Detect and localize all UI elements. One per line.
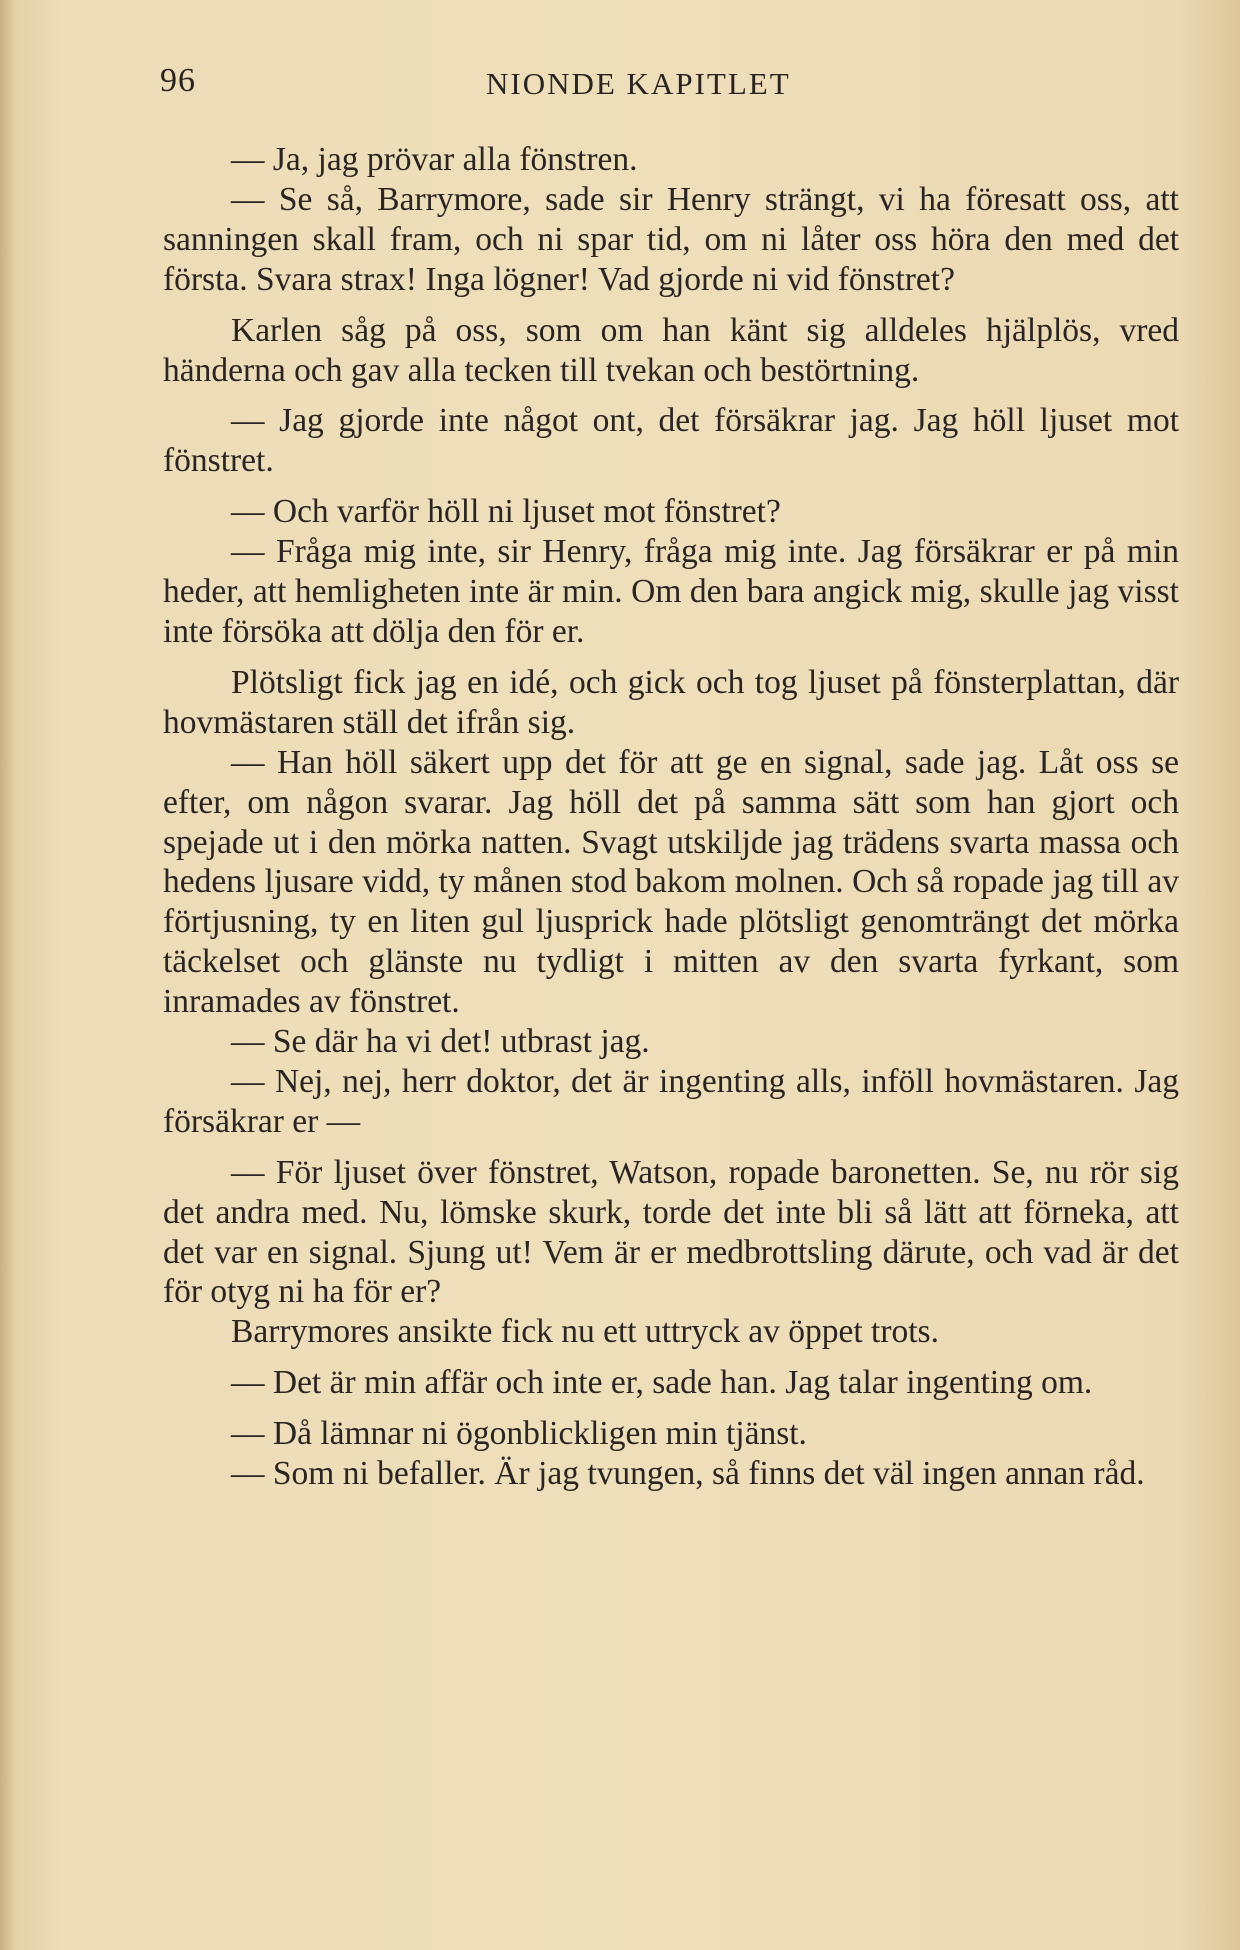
paragraph: — Ja, jag prövar alla fönstren.: [231, 141, 638, 178]
paragraph: — För ljuset över fönstret, Watson, ropade baronetten. Se, nu rör sig det andra med. Nu, lömske skurk, torde det inte bli så lätt att förneka, att det var en signal. Sjung ut! Vem är er medbrottsling därute, och vad är det för otyg ni ha för er?: [163, 1153, 1179, 1311]
running-head: NIONDE KAPITLET: [486, 66, 791, 101]
paragraph: — Nej, nej, herr doktor, det är ingenting alls, inföll hovmästaren. Jag försäkrar er —: [163, 1062, 1179, 1140]
page-number: 96: [160, 62, 196, 99]
paragraph: Karlen såg på oss, som om han känt sig alldeles hjälplös, vred händerna och gav alla tecken till tvekan och bestörtning.: [163, 311, 1179, 389]
page-header: [160, 60, 1170, 120]
paragraph: — Då lämnar ni ögonblickligen min tjänst.: [231, 1415, 807, 1453]
paragraph: — Fråga mig inte, sir Henry, fråga mig inte. Jag försäkrar er på min heder, att hemligheten inte är min. Om den bara angick mig, skulle jag visst inte försöka att dölja den för er.: [163, 533, 1179, 650]
paragraph: — Han höll säkert upp det för att ge en signal, sade jag. Låt oss se efter, om någon svarar. Jag höll det på samma sätt som han gjort och spejade ut i den mörka natten. Svagt utskiljde jag trädens svarta massa och hedens ljusare vidd, ty månen stod bakom molnen. Och så ropade jag till av förtjusning, ty en liten gul ljusprick hade plötsligt genomträngt det mörka täckelset och glänste nu tydligt i mitten av den svarta fyrkant, som inramades av fönstret.: [163, 743, 1179, 1021]
chapter-text: [163, 140, 1179, 1494]
paragraph: — Och varför höll ni ljuset mot fönstret?: [231, 493, 781, 531]
paragraph: — Se så, Barrymore, sade sir Henry strängt, vi ha föresatt oss, att sanningen skall fram, och ni spar tid, om ni låter oss höra den med det första. Svara strax! Inga lögner! Vad gjorde ni vid fönstret?: [163, 180, 1179, 298]
paragraph: Plötsligt fick jag en idé, och gick och tog ljuset på fönsterplattan, där hovmästaren ställ det ifrån sig.: [163, 663, 1179, 741]
paragraph: — Som ni befaller. Är jag tvungen, så finns det väl ingen annan råd.: [231, 1455, 1145, 1493]
paragraph: — Jag gjorde inte något ont, det försäkrar jag. Jag höll ljuset mot fönstret.: [163, 402, 1179, 480]
page-gutter: [0, 0, 14, 1950]
paragraph: — Det är min affär och inte er, sade han. Jag talar ingenting om.: [231, 1364, 1093, 1402]
paragraph: Barrymores ansikte fick nu ett uttryck av öppet trots.: [231, 1313, 939, 1351]
paragraph: — Se där ha vi det! utbrast jag.: [231, 1023, 650, 1061]
